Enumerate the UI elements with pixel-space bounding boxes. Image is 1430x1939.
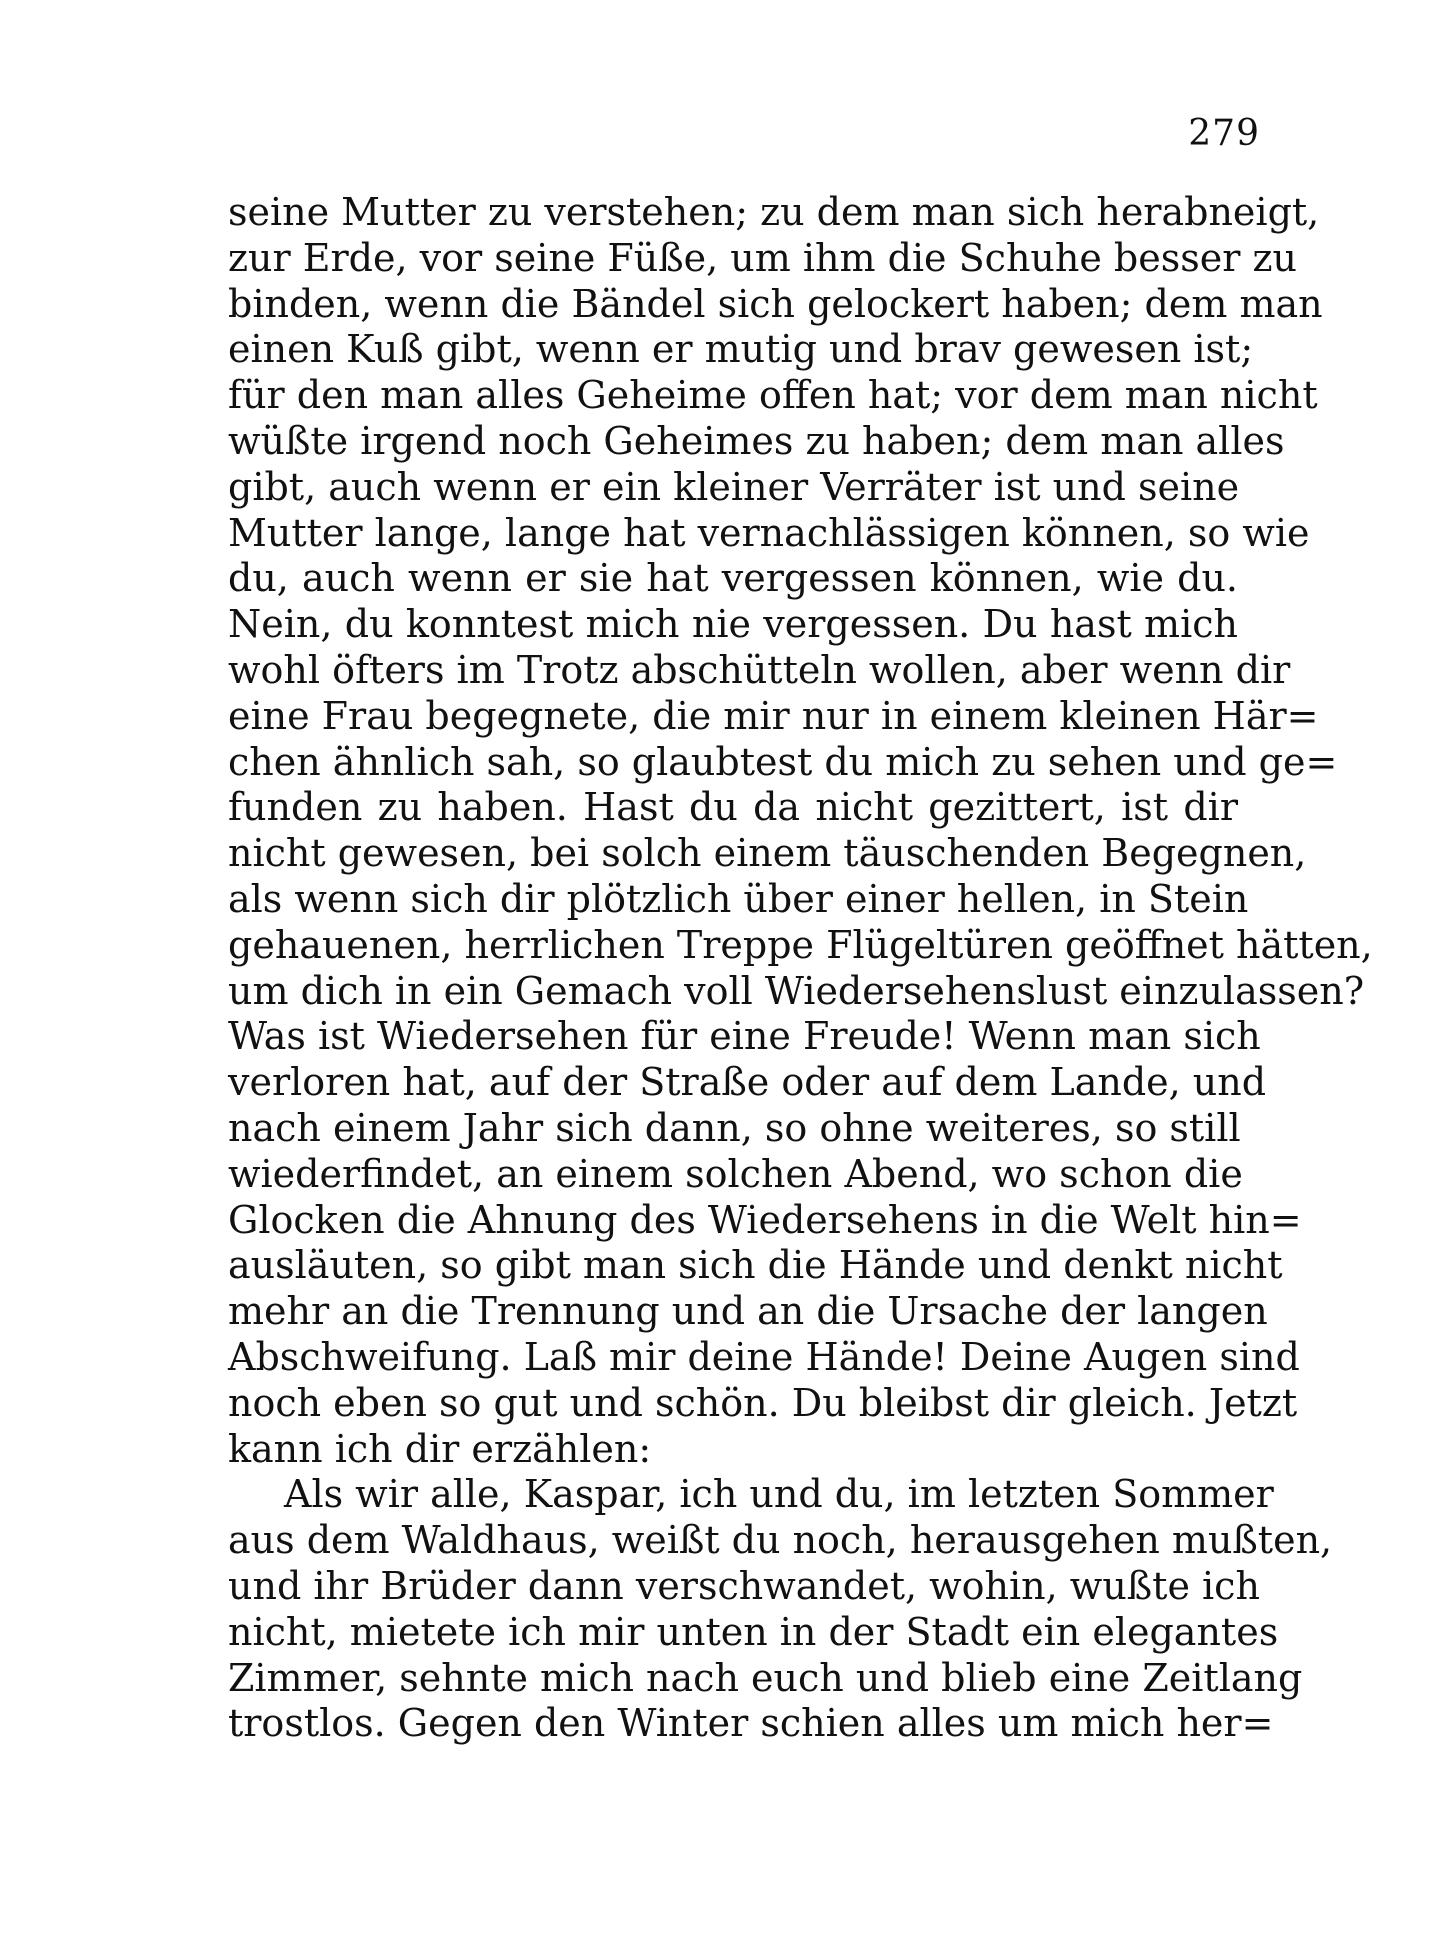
text-line: und ihr Brüder dann verschwandet, wohin, wußte ich: [228, 1563, 1260, 1608]
text-line: du, auch wenn er sie hat vergessen können, wie du.: [228, 556, 1238, 601]
text-line: wohl öfters im Trotz abschütteln wollen, aber wenn dir: [228, 647, 1291, 692]
text-line: zur Erde, vor seine Füße, um ihm die Schuhe besser zu: [228, 235, 1297, 280]
text-line: eine Frau begegnete, die mir nur in einem kleinen Här=: [228, 693, 1319, 738]
page-number: 279: [1188, 113, 1260, 154]
text-line: ausläuten, so gibt man sich die Hände und denkt nicht: [228, 1243, 1283, 1288]
text-line: funden zu haben. Hast du da nicht gezittert, ist dir: [228, 785, 1238, 830]
text-line: Was ist Wiedersehen für eine Freude! Wenn man sich: [228, 1014, 1261, 1059]
text-line: Zimmer, sehnte mich nach euch und blieb eine Zeitlang: [228, 1655, 1303, 1700]
paragraph-start-line: Als wir alle, Kaspar, ich und du, im letzten Sommer: [284, 1472, 1274, 1517]
text-line: als wenn sich dir plötzlich über einer hellen, in Stein: [228, 876, 1249, 921]
text-line: Mutter lange, lange hat vernachlässigen können, so wie: [228, 510, 1310, 555]
text-line: verloren hat, auf der Straße oder auf dem Lande, und: [228, 1060, 1267, 1105]
text-line: aus dem Waldhaus, weißt du noch, herausgehen mußten,: [228, 1518, 1333, 1563]
text-line: wüßte irgend noch Geheimes zu haben; dem man alles: [228, 418, 1285, 463]
paragraph-end-line: kann ich dir erzählen:: [228, 1426, 652, 1471]
text-line: für den man alles Geheime offen hat; vor dem man nicht: [228, 373, 1318, 418]
text-line: gibt, auch wenn er ein kleiner Verräter ist und seine: [228, 464, 1240, 509]
text-line: gehauenen, herrlichen Treppe Flügeltüren geöffnet hätten,: [228, 922, 1373, 967]
text-line: noch eben so gut und schön. Du bleibst dir gleich. Jetzt: [228, 1380, 1298, 1425]
text-line: mehr an die Trennung und an die Ursache der langen: [228, 1289, 1268, 1334]
text-line: Nein, du konntest mich nie vergessen. Du hast mich: [228, 602, 1238, 647]
body-text: [228, 190, 1373, 1747]
text-line: Abschweifung. Laß mir deine Hände! Deine Augen sind: [228, 1334, 1300, 1379]
text-line: Glocken die Ahnung des Wiedersehens in die Welt hin=: [228, 1197, 1302, 1242]
text-line: seine Mutter zu verstehen; zu dem man sich herabneigt,: [228, 190, 1320, 234]
text-line: nicht gewesen, bei solch einem täuschenden Begegnen,: [228, 831, 1307, 876]
text-line: nach einem Jahr sich dann, so ohne weiteres, so still: [228, 1105, 1241, 1150]
text-line: wiederfindet, an einem solchen Abend, wo schon die: [228, 1151, 1243, 1196]
text-line: einen Kuß gibt, wenn er mutig und brav gewesen ist;: [228, 327, 1254, 372]
text-line: chen ähnlich sah, so glaubtest du mich zu sehen und ge=: [228, 739, 1338, 784]
text-line: um dich in ein Gemach voll Wiedersehenslust einzulassen?: [228, 968, 1365, 1013]
text-line: binden, wenn die Bändel sich gelockert haben; dem man: [228, 281, 1323, 326]
text-line: trostlos. Gegen den Winter schien alles um mich her=: [228, 1701, 1274, 1746]
text-line: nicht, mietete ich mir unten in der Stadt ein elegantes: [228, 1609, 1279, 1654]
